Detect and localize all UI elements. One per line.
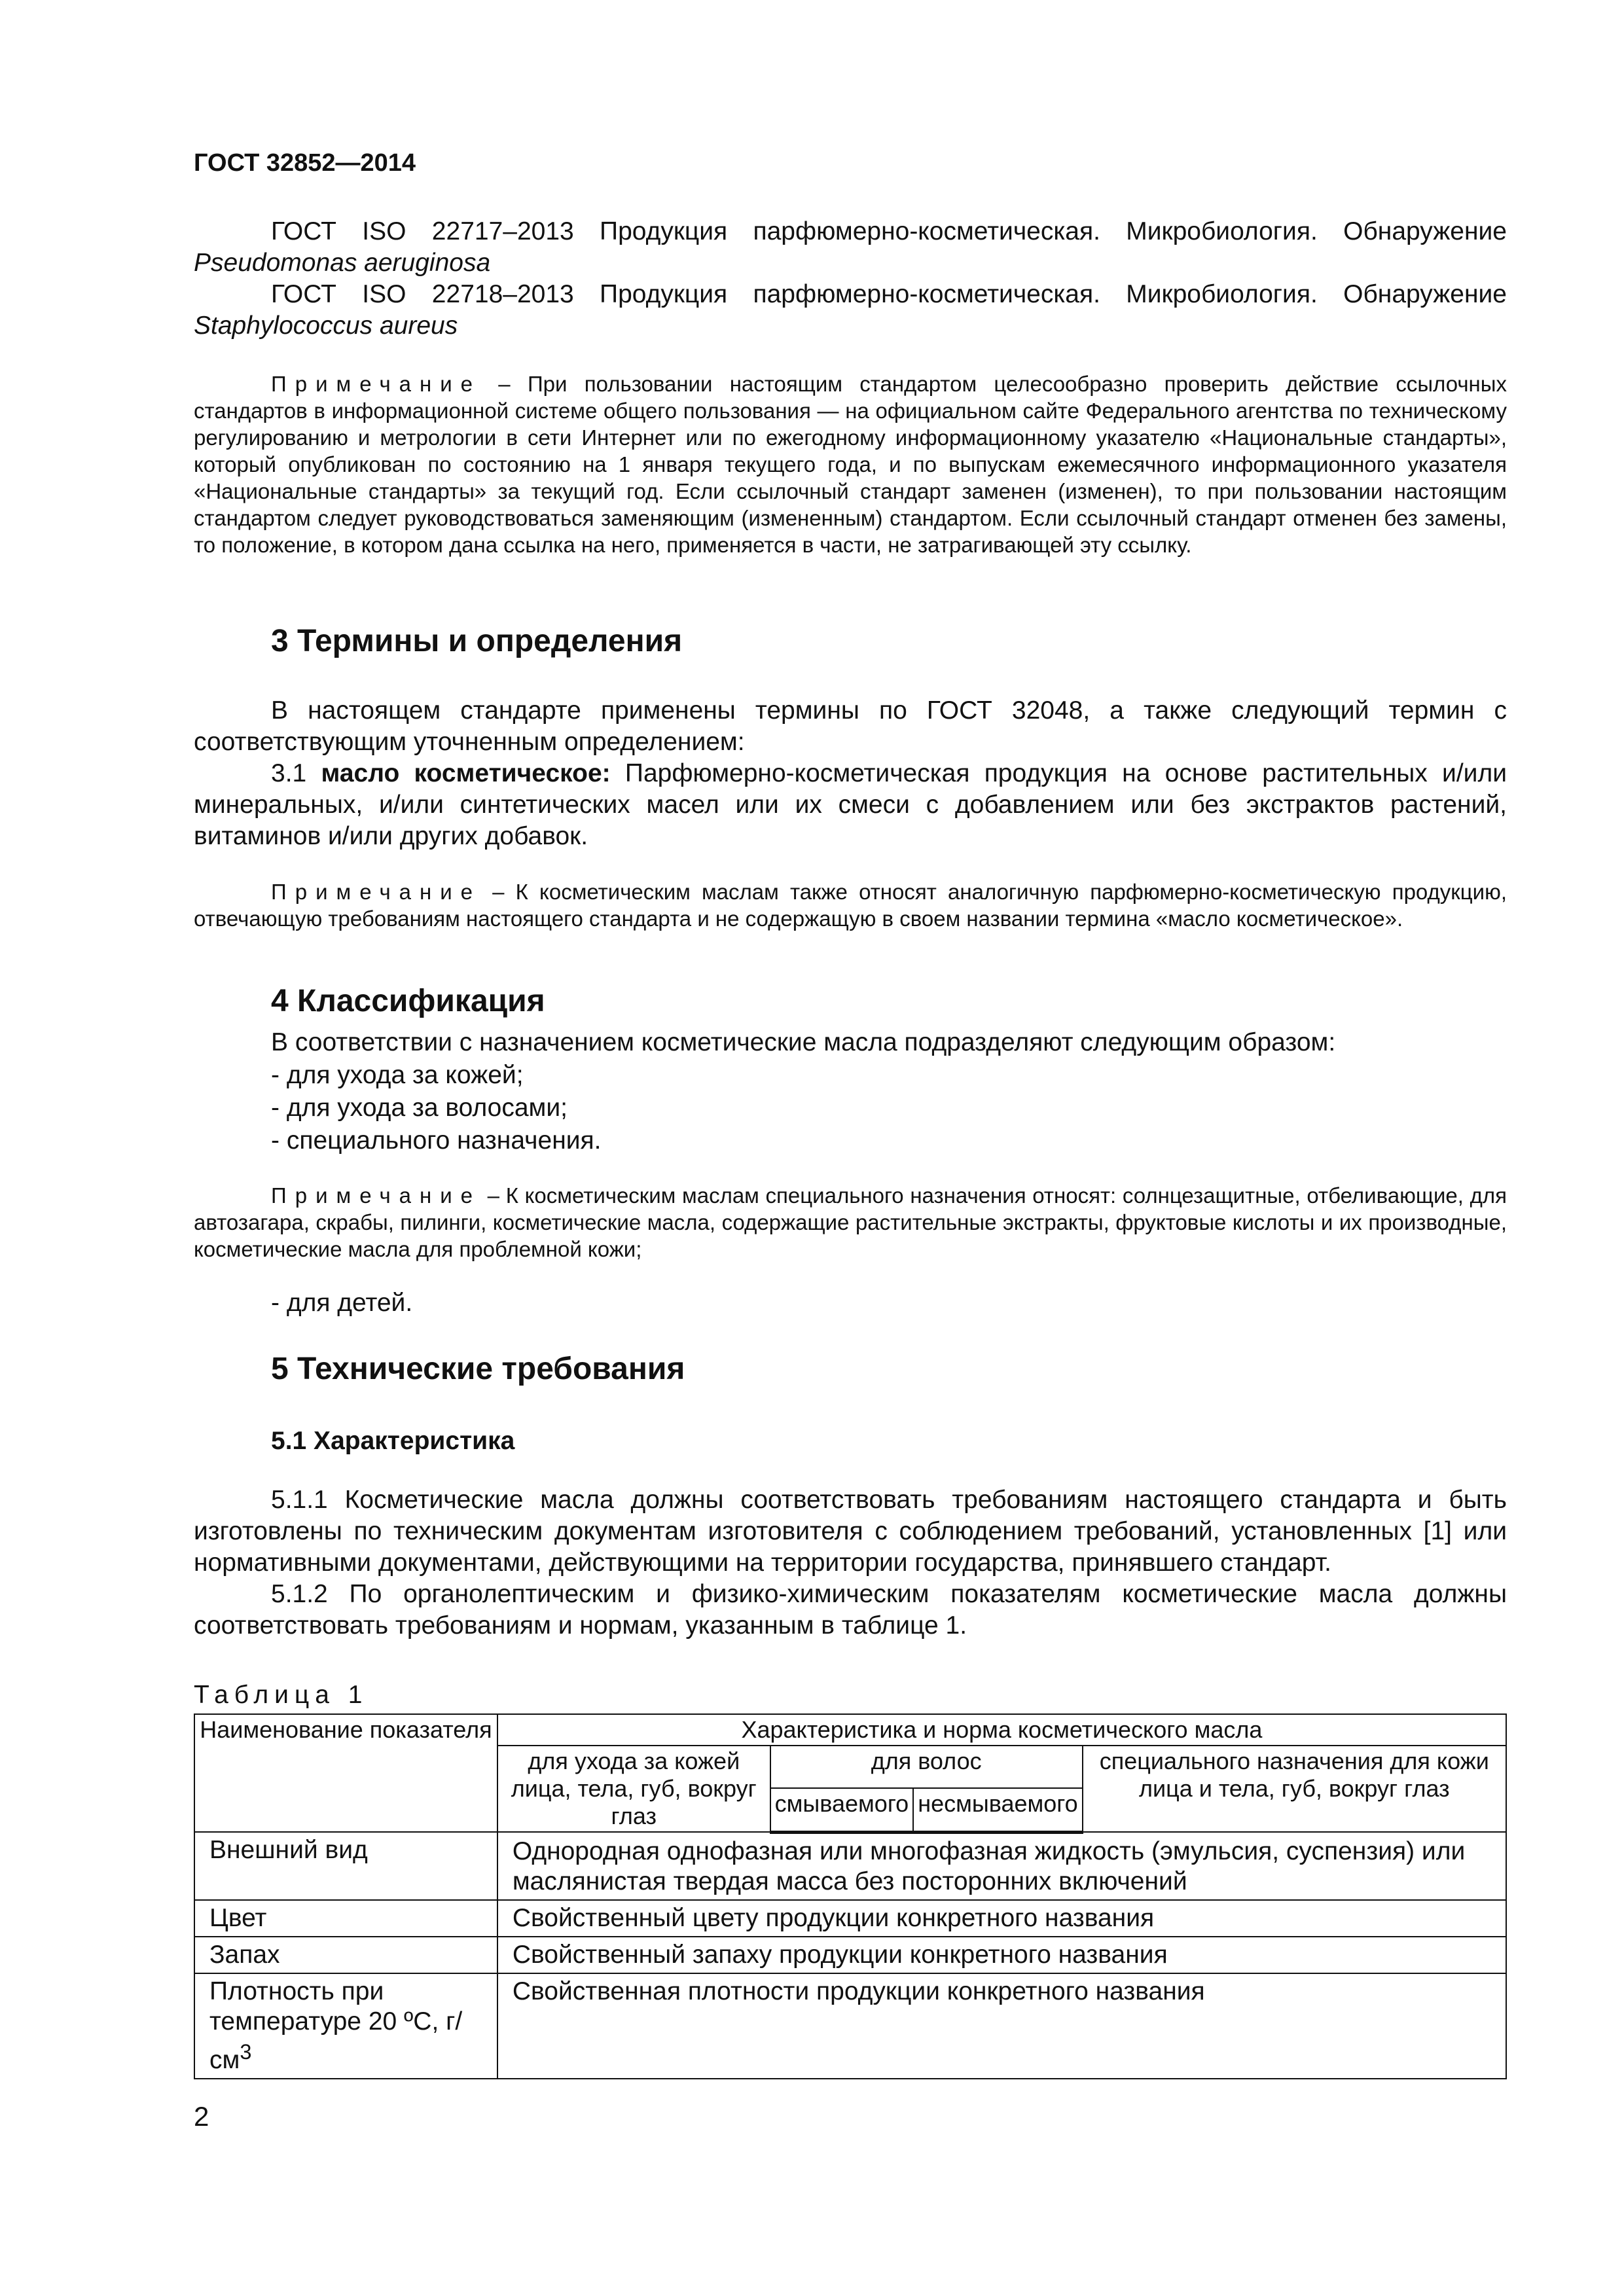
term-definition xyxy=(194,758,1507,852)
term-name: масло косметическое: xyxy=(321,759,611,787)
row-indicator-text: Плотность при температуре 20 ºС, г/см xyxy=(209,1977,463,2074)
page-number: 2 xyxy=(194,2101,209,2132)
section-5-title: 5 Технические требования xyxy=(271,1352,685,1386)
table-caption: Таблица 1 xyxy=(194,1681,369,1709)
paragraph-5-1-2: 5.1.2 По органолептическим и физико-химическим показателям косметические масла должны соответствовать требованиям и нормам, указанным в таблице 1. xyxy=(194,1580,1507,1640)
section-3-intro: В настоящем стандарте применены термины по ГОСТ 32048, а также следующий термин с соответствующим уточненным определением: xyxy=(194,696,1507,756)
table-row xyxy=(194,1973,1506,2079)
reference-organism: Staphylococcus aureus xyxy=(194,312,458,340)
table-row xyxy=(194,1937,1506,1973)
classification-intro: В соответствии с назначением косметические масла подразделяют следующим образом: xyxy=(271,1028,1336,1056)
header-special-purpose: специального назначения для кожи лица и тела, губ, вокруг глаз xyxy=(1083,1746,1506,1832)
reference-item xyxy=(194,279,1507,342)
term-definition-text: Парфюмерно-косметическая продукция на основе растительных и/или минеральных, и/или синтетических масел или их смеси с добавлением или без экстрактов растений, витаминов и/или других добавок. xyxy=(194,759,1507,850)
row-value: Однородная однофазная или многофазная жидкость (эмульсия, суспензия) или маслянистая твердая масса без посторонних включений xyxy=(497,1832,1506,1900)
row-value: Свойственный цвету продукции конкретного названия xyxy=(497,1900,1506,1937)
header-leave-on: несмываемого xyxy=(913,1788,1082,1832)
superscript: 3 xyxy=(240,2039,252,2064)
note-label: Примечание xyxy=(271,372,482,396)
header-hair: для волос xyxy=(770,1746,1083,1788)
header-characteristic: Характеристика и норма косметического масла xyxy=(497,1714,1506,1746)
row-indicator: Запах xyxy=(194,1937,497,1973)
row-value: Свойственный запаху продукции конкретного названия xyxy=(497,1937,1506,1973)
document-header: ГОСТ 32852—2014 xyxy=(194,149,416,177)
classification-list xyxy=(271,1026,1335,1157)
section-4-title: 4 Классификация xyxy=(271,984,545,1018)
reference-text: ГОСТ ISO 22717–2013 Продукция парфюмерно-косметическая. Микробиология. Обнаружение xyxy=(271,217,1507,245)
table-row xyxy=(194,1832,1506,1900)
note-text: – К косметическим маслам также относят аналогичную парфюмерно-косметическую продукцию, отвечающую требованиям настоящего стандарта и не содержащую в своем названии термина «масло косметическое». xyxy=(194,880,1507,931)
list-item: - для детей. xyxy=(271,1289,413,1317)
row-value: Свойственная плотности продукции конкретного названия xyxy=(497,1973,1506,2079)
table-header-row xyxy=(194,1714,1506,1746)
section-3-title: 3 Термины и определения xyxy=(271,624,683,658)
note-classification xyxy=(194,1182,1507,1263)
list-item: - специального назначения. xyxy=(271,1126,602,1155)
list-item: - для ухода за кожей; xyxy=(271,1061,524,1089)
reference-item xyxy=(194,216,1507,279)
subsection-5-1-title: 5.1 Характеристика xyxy=(271,1427,515,1455)
header-skin-care: для ухода за кожей лица, тела, губ, вокруг глаз xyxy=(497,1746,770,1832)
term-number: 3.1 xyxy=(271,759,321,787)
header-indicator-name: Наименование показателя xyxy=(194,1714,497,1832)
note-text: – При пользовании настоящим стандартом целесообразно проверить действие ссылочных стандартов в информационной системе общего пользования — на официальном сайте Федерального агентства по техническому регулированию и метрологии в сети Интернет или по ежегодному информационному указателю «Национальные стандарты», который опубликован по состоянию на 1 января текущего года, и по выпускам ежемесячного информационного указателя «Национальные стандарты» за текущий год. Если ссылочный стандарт заменен (изменен), то при пользовании настоящим стандартом следует руководствоваться заменяющим (измененным) стандартом. Если ссылочный стандарт отменен без замены, то положение, в котором дана ссылка на него, применяется в части, не затрагивающей эту ссылку. xyxy=(194,372,1507,557)
row-indicator: Внешний вид xyxy=(194,1832,497,1900)
note-references xyxy=(194,370,1507,558)
reference-organism: Pseudomonas aeruginosa xyxy=(194,249,491,277)
table-row xyxy=(194,1900,1506,1937)
header-rinse-off: смываемого xyxy=(770,1788,914,1832)
paragraph-5-1-1: 5.1.1 Косметические масла должны соответствовать требованиям настоящего стандарта и быть изготовлены по техническим документам изготовителя с соблюдением требований, установленных [1] или нормативными документами, действующими на территории государства, принявшего стандарт. xyxy=(194,1486,1507,1577)
note-term xyxy=(194,878,1507,932)
note-text: – К косметическим маслам специального назначения относят: солнцезащитные, отбеливающие, для автозагара, скрабы, пилинги, косметические масла, содержащие растительные экстракты, фруктовые кислоты и их производные, косметические масла для проблемной кожи; xyxy=(194,1183,1507,1261)
row-indicator xyxy=(194,1973,497,2079)
list-item: - для ухода за волосами; xyxy=(271,1094,568,1122)
reference-text: ГОСТ ISO 22718–2013 Продукция парфюмерно-косметическая. Микробиология. Обнаружение xyxy=(271,280,1507,308)
note-label: Примечание xyxy=(271,880,482,904)
table-1 xyxy=(194,1713,1507,2079)
row-indicator: Цвет xyxy=(194,1900,497,1937)
note-label: Примечание xyxy=(271,1183,482,1208)
